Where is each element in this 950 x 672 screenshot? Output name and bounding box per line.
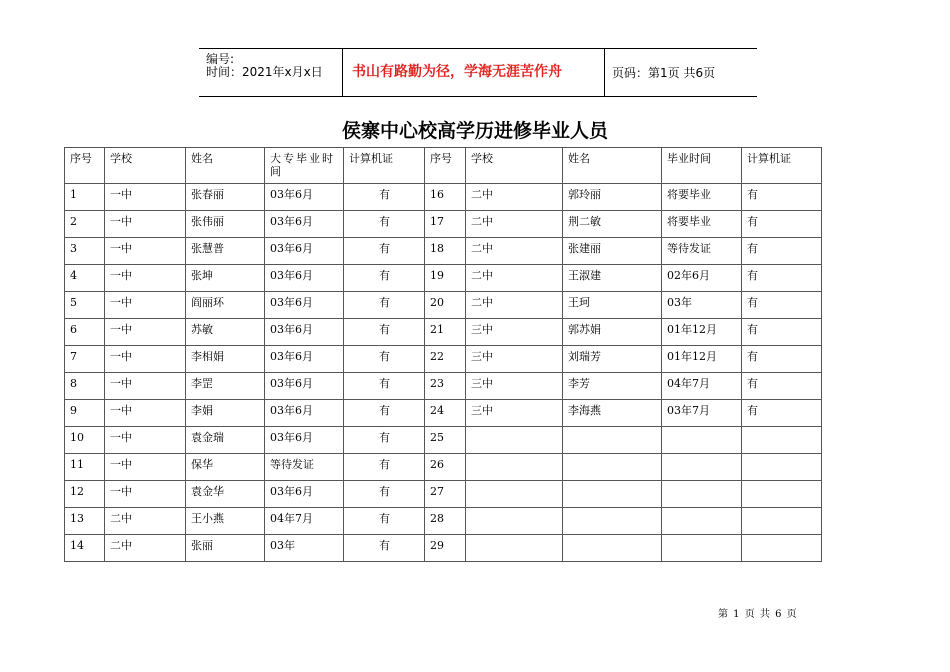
table-cell: 一中	[105, 481, 186, 508]
table-cell: 保华	[186, 454, 265, 481]
header-top-rule	[199, 48, 757, 49]
table-cell: 张丽	[186, 535, 265, 562]
table-cell: 二中	[466, 292, 563, 319]
header-page-info: 页码：第1页 共6页	[612, 66, 716, 80]
table-cell: 7	[65, 346, 105, 373]
table-cell: 张坤	[186, 265, 265, 292]
column-header: 学校	[105, 148, 186, 184]
table-cell: 有	[344, 481, 425, 508]
table-cell: 26	[425, 454, 466, 481]
table-cell: 袁金华	[186, 481, 265, 508]
table-cell: 二中	[466, 184, 563, 211]
header-divider-left	[342, 48, 343, 96]
table-cell: 3	[65, 238, 105, 265]
table-cell: 一中	[105, 211, 186, 238]
table-cell: 6	[65, 319, 105, 346]
table-cell: 22	[425, 346, 466, 373]
table-cell: 郭玲丽	[563, 184, 662, 211]
column-header: 学校	[466, 148, 563, 184]
column-header: 大专毕业时间	[265, 148, 344, 184]
table-cell: 一中	[105, 373, 186, 400]
table-cell: 有	[742, 319, 822, 346]
table-cell	[466, 427, 563, 454]
table-cell: 苏敏	[186, 319, 265, 346]
table-cell: 03年6月	[265, 346, 344, 373]
table-cell: 有	[344, 238, 425, 265]
table-cell: 03年	[265, 535, 344, 562]
table-cell: 有	[742, 400, 822, 427]
table-cell	[466, 481, 563, 508]
document-title: 侯寨中心校高学历进修毕业人员	[341, 120, 608, 142]
table-cell	[662, 481, 742, 508]
table-cell: 有	[344, 454, 425, 481]
column-header: 姓名	[563, 148, 662, 184]
table-cell: 有	[742, 265, 822, 292]
table-cell	[563, 427, 662, 454]
table-cell: 03年6月	[265, 211, 344, 238]
table-cell: 二中	[105, 535, 186, 562]
table-cell: 25	[425, 427, 466, 454]
table-cell: 04年7月	[265, 508, 344, 535]
table-cell: 有	[344, 292, 425, 319]
table-cell: 有	[344, 346, 425, 373]
table-cell: 一中	[105, 427, 186, 454]
table-cell: 李海燕	[563, 400, 662, 427]
table-cell: 9	[65, 400, 105, 427]
graduates-table	[64, 147, 822, 562]
table-cell: 20	[425, 292, 466, 319]
table-cell: 有	[344, 427, 425, 454]
table-cell: 将要毕业	[662, 184, 742, 211]
column-header: 姓名	[186, 148, 265, 184]
table-cell: 二中	[105, 508, 186, 535]
table-cell: 一中	[105, 184, 186, 211]
table-cell: 阎丽环	[186, 292, 265, 319]
table-cell: 三中	[466, 319, 563, 346]
table-cell: 11	[65, 454, 105, 481]
table-cell: 03年6月	[265, 238, 344, 265]
table-cell: 王淑建	[563, 265, 662, 292]
table-cell: 8	[65, 373, 105, 400]
document-number-label: 编号:	[206, 52, 235, 66]
table-row	[65, 454, 822, 481]
table-cell	[662, 508, 742, 535]
table-cell: 有	[742, 211, 822, 238]
table-cell	[563, 508, 662, 535]
table-cell: 有	[742, 346, 822, 373]
column-header: 毕业时间	[662, 148, 742, 184]
table-cell	[742, 427, 822, 454]
table-cell: 03年6月	[265, 373, 344, 400]
table-cell: 等待发证	[662, 238, 742, 265]
table-cell: 03年6月	[265, 319, 344, 346]
table-row	[65, 211, 822, 238]
table-cell: 03年6月	[265, 427, 344, 454]
table-cell	[662, 535, 742, 562]
table-cell: 03年6月	[265, 265, 344, 292]
table-cell: 袁金瑞	[186, 427, 265, 454]
table-row	[65, 481, 822, 508]
table-cell: 张伟丽	[186, 211, 265, 238]
table-row	[65, 346, 822, 373]
table-row	[65, 400, 822, 427]
table-cell: 5	[65, 292, 105, 319]
table-cell: 有	[742, 292, 822, 319]
table-cell: 02年6月	[662, 265, 742, 292]
table-cell: 将要毕业	[662, 211, 742, 238]
table-cell: 三中	[466, 400, 563, 427]
table-cell	[563, 454, 662, 481]
table-cell: 有	[742, 373, 822, 400]
page-footer: 第 1 页 共 6 页	[718, 609, 797, 620]
table-cell: 李罡	[186, 373, 265, 400]
table-cell	[742, 481, 822, 508]
header-bottom-rule	[199, 96, 757, 97]
table-cell	[466, 454, 563, 481]
table-cell: 张慧普	[186, 238, 265, 265]
table-cell	[563, 481, 662, 508]
table-cell: 三中	[466, 373, 563, 400]
table-cell: 有	[344, 400, 425, 427]
table-cell: 王小燕	[186, 508, 265, 535]
table-cell: 二中	[466, 265, 563, 292]
table-cell: 27	[425, 481, 466, 508]
table-cell: 一中	[105, 346, 186, 373]
table-cell: 19	[425, 265, 466, 292]
table-cell: 01年12月	[662, 346, 742, 373]
table-row	[65, 319, 822, 346]
table-cell: 03年6月	[265, 184, 344, 211]
table-cell: 29	[425, 535, 466, 562]
table-cell	[742, 535, 822, 562]
table-cell: 二中	[466, 211, 563, 238]
table-cell: 有	[344, 265, 425, 292]
table-cell: 28	[425, 508, 466, 535]
table-cell: 10	[65, 427, 105, 454]
table-cell: 有	[742, 184, 822, 211]
table-row	[65, 265, 822, 292]
table-row	[65, 508, 822, 535]
table-header-row	[65, 148, 822, 184]
table-cell: 三中	[466, 346, 563, 373]
table-cell: 等待发证	[265, 454, 344, 481]
table-cell: 李相娟	[186, 346, 265, 373]
header-motto: 书山有路勤为径，学海无涯苦作舟	[352, 64, 562, 80]
column-header: 序号	[65, 148, 105, 184]
table-cell: 有	[344, 535, 425, 562]
table-cell: 13	[65, 508, 105, 535]
table-cell: 4	[65, 265, 105, 292]
table-cell: 有	[344, 319, 425, 346]
table-cell: 有	[344, 373, 425, 400]
table-cell	[466, 535, 563, 562]
column-header: 计算机证	[742, 148, 822, 184]
table-cell: 一中	[105, 292, 186, 319]
table-cell: 14	[65, 535, 105, 562]
table-cell: 12	[65, 481, 105, 508]
table-cell: 张春丽	[186, 184, 265, 211]
table-row	[65, 373, 822, 400]
header-divider-right	[604, 48, 605, 96]
table-cell: 03年7月	[662, 400, 742, 427]
table-cell: 二中	[466, 238, 563, 265]
table-cell: 李娟	[186, 400, 265, 427]
table-cell	[662, 454, 742, 481]
document-time-label: 时间：2021年x月x日	[206, 65, 323, 79]
table-cell: 张建丽	[563, 238, 662, 265]
table-cell: 有	[344, 211, 425, 238]
table-cell: 04年7月	[662, 373, 742, 400]
table-row	[65, 238, 822, 265]
column-header: 序号	[425, 148, 466, 184]
table-cell: 郭苏娟	[563, 319, 662, 346]
table-cell: 18	[425, 238, 466, 265]
table-cell: 一中	[105, 400, 186, 427]
table-cell	[742, 508, 822, 535]
table-cell: 一中	[105, 319, 186, 346]
table-cell: 01年12月	[662, 319, 742, 346]
table-cell: 有	[344, 184, 425, 211]
table-cell: 一中	[105, 454, 186, 481]
table-cell: 24	[425, 400, 466, 427]
table-cell: 03年6月	[265, 481, 344, 508]
table-cell	[742, 454, 822, 481]
table-cell: 23	[425, 373, 466, 400]
table-cell	[563, 535, 662, 562]
table-cell: 21	[425, 319, 466, 346]
column-header: 计算机证	[344, 148, 425, 184]
table-cell: 刘瑞芳	[563, 346, 662, 373]
table-cell: 1	[65, 184, 105, 211]
table-row	[65, 535, 822, 562]
table-cell: 03年6月	[265, 400, 344, 427]
table-cell: 03年6月	[265, 292, 344, 319]
table-cell	[466, 508, 563, 535]
table-cell: 一中	[105, 238, 186, 265]
table-row	[65, 184, 822, 211]
table-cell: 有	[344, 508, 425, 535]
table-cell: 16	[425, 184, 466, 211]
table-cell: 03年	[662, 292, 742, 319]
table-cell	[662, 427, 742, 454]
table-cell: 17	[425, 211, 466, 238]
table-cell: 一中	[105, 265, 186, 292]
table-cell: 李芳	[563, 373, 662, 400]
table-cell: 有	[742, 238, 822, 265]
table-cell: 荆二敏	[563, 211, 662, 238]
table-row	[65, 427, 822, 454]
table-cell: 王珂	[563, 292, 662, 319]
table-row	[65, 292, 822, 319]
table-cell: 2	[65, 211, 105, 238]
